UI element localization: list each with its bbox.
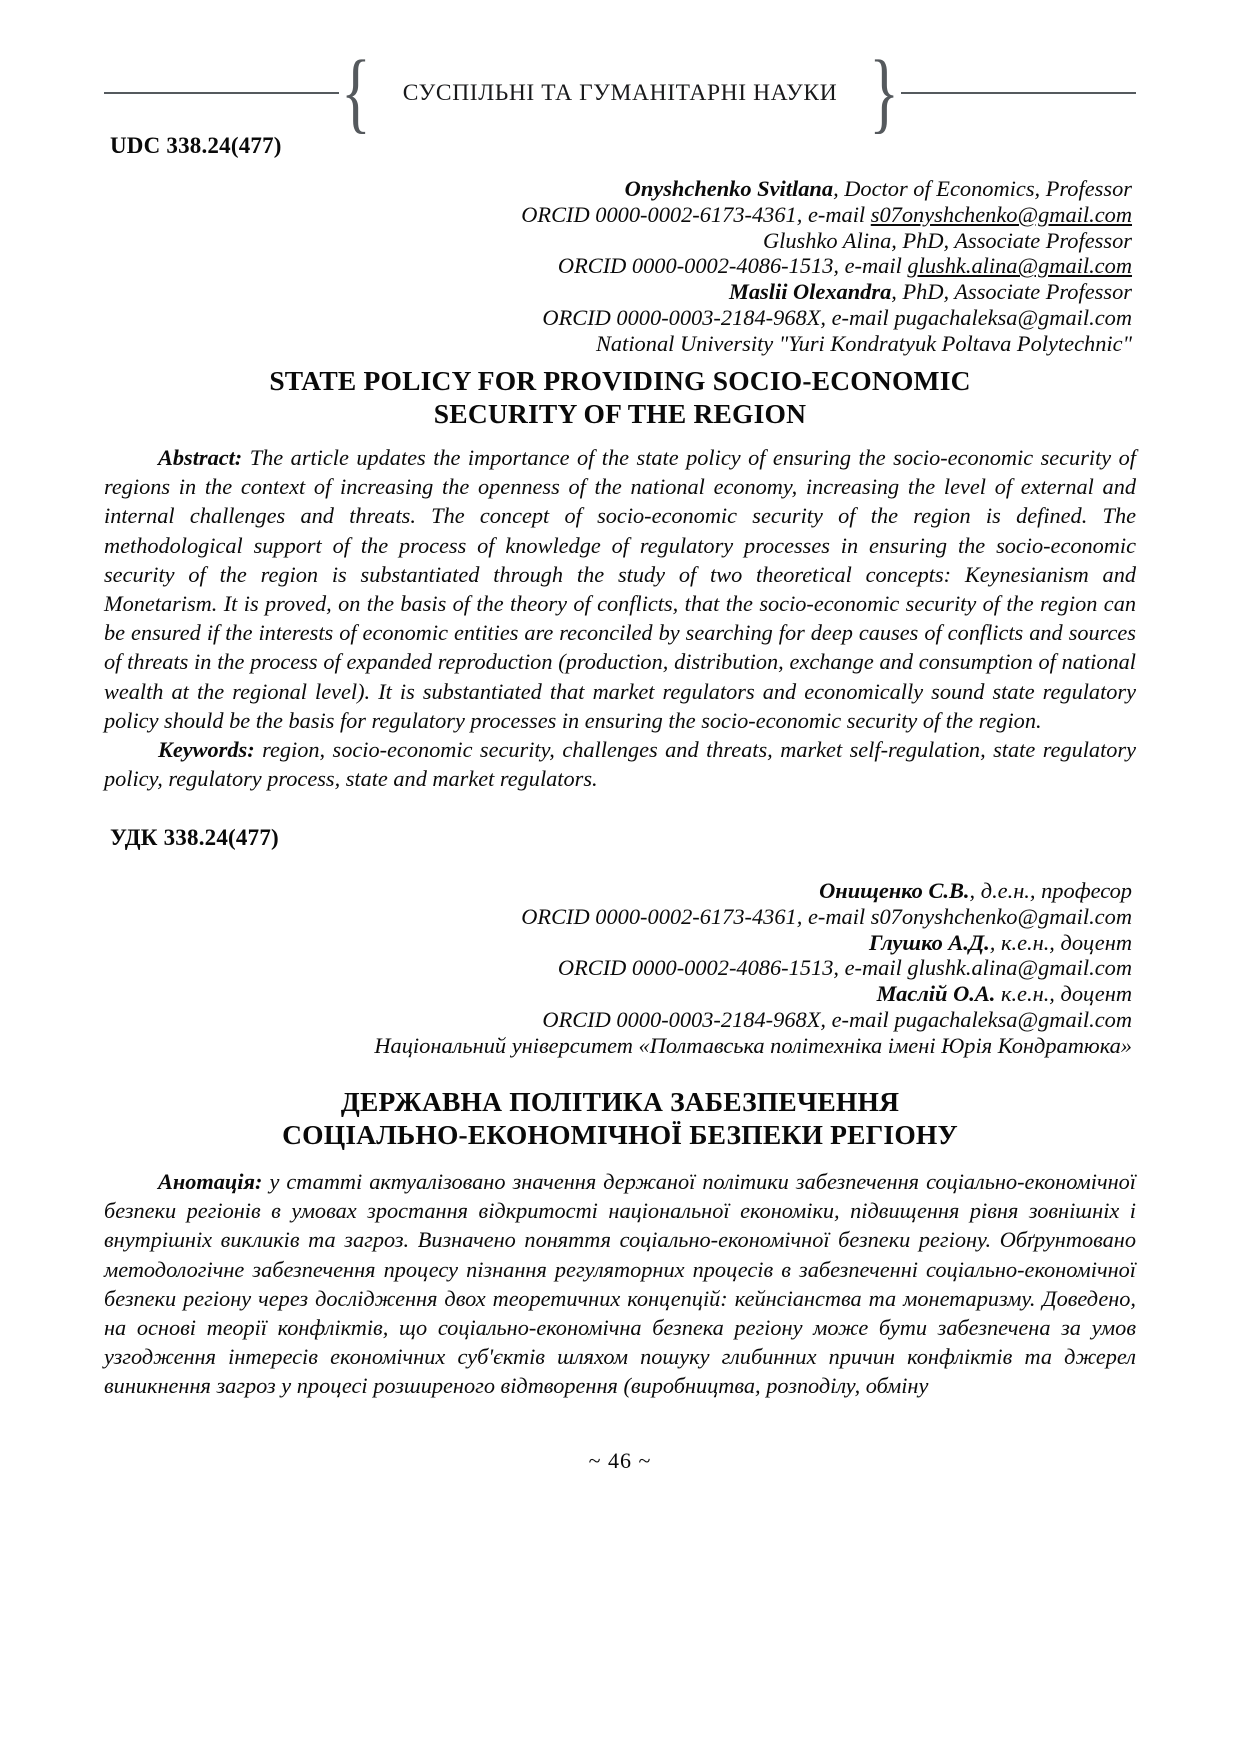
abstract-label: Анотація: [158,1169,263,1194]
author-name: Maslii Olexandra [728,279,892,305]
author-line: Maslii Olexandra, PhD, Associate Professor [728,279,1132,305]
article-title-ukrainian [108,1085,1132,1151]
author-orcid-line: ORCID 0000-0002-4086-1513, e-mail glushk.alina@gmail.com [557,955,1132,981]
author-line: Глушко А.Д., к.е.н., доцент [868,929,1132,955]
running-head-rule-right [901,92,1136,94]
affiliation: Національний університет «Полтавська політехніка імені Юрія Кондратюка» [374,1032,1132,1058]
abstract-ukrainian [104,1167,1136,1401]
page-number: ~ 46 ~ [588,1448,652,1473]
author-name: Onyshchenko Svitlana [624,176,834,201]
affiliation: National University "Yuri Kondratyuk Poltava Polytechnic" [595,330,1132,356]
author-line: Onyshchenko Svitlana, Doctor of Economics, Professor [624,176,1132,201]
udc-code-ukrainian: УДК 338.24(477) [110,825,279,850]
running-head-title: СУСПІЛЬНІ ТА ГУМАНІТАРНІ НАУКИ [402,79,838,106]
abstract-paragraph [104,443,1136,735]
author-line: Маслій О.А. к.е.н., доцент [876,981,1132,1007]
author-name: Маслій О.А. [876,981,996,1007]
author-orcid-line: ORCID 0000-0003-2184-968X, e-mail pugachaleksa@gmail.com [542,1006,1132,1032]
abstract-english [104,443,1136,793]
author-name: Глушко А.Д. [868,929,990,955]
author-name: Онищенко С.В. [819,878,970,903]
author-block-ukrainian [108,878,1132,1059]
abstract-text: у статті актуалізовано значення держаної політики забезпечення соціально-економічної безпеки регіонів в умовах зростання відкритості національної економіки, підвищення рівня зовнішніх і внутрішніх викликів та загроз. Визначено поняття соціально-економічної безпеки регіону. Обґрунтовано методологічне забезпечення процесу пізнання регуляторних процесів в забезпеченні соціально-економічної безпеки регіону через дослідження двох теоретичних концепцій: кейнсіанства та монетаризму. Доведено, на основі теорії конфліктів, що соціально-економічна безпека регіону може бути забезпечена за умов узгодження інтересів економічних суб'єктів шляхом пошуку глибинних причин конфліктів та джерел виникнення загроз у процесі розширеного відтворення (виробництва, розподілу, обміну [104,1169,1137,1399]
running-head [104,43,1136,143]
author-orcid-line: ORCID 0000-0002-4086-1513, e-mail glushk.alina@gmail.com [557,253,1132,279]
running-head-rule-left [104,92,339,94]
author-orcid-line: ORCID 0000-0002-6173-4361, e-mail s07onyshchenko@gmail.com [521,201,1132,227]
keywords-text: region, socio-economic security, challenges and threats, market self-regulation, state regulatory policy, regulatory process, state and market regulators. [104,737,1136,792]
brace-right-icon: } [869,43,900,143]
author-email[interactable]: glushk.alina@gmail.com [907,253,1132,279]
keywords-label: Keywords: [158,737,255,763]
udc-code-english: UDC 338.24(477) [110,133,282,158]
article-title-english [108,364,1132,430]
keywords-paragraph [104,735,1136,793]
title-line: СОЦІАЛЬНО-ЕКОНОМІЧНОЇ БЕЗПЕКИ РЕГІОНУ [282,1119,958,1150]
abstract-paragraph [104,1167,1136,1401]
author-email[interactable]: s07onyshchenko@gmail.com [870,201,1132,227]
title-line: SECURITY OF THE REGION [433,398,807,429]
abstract-label: Abstract: [158,445,243,470]
author-line: Онищенко С.В., д.е.н., професор [819,878,1132,903]
author-line: Glushko Alina, PhD, Associate Professor [762,227,1132,253]
title-line: ДЕРЖАВНА ПОЛІТИКА ЗАБЕЗПЕЧЕННЯ [340,1086,900,1117]
author-orcid-line: ORCID 0000-0003-2184-968X, e-mail pugachaleksa@gmail.com [542,304,1132,330]
author-block-english [108,176,1132,357]
author-orcid-line: ORCID 0000-0002-6173-4361, e-mail s07onyshchenko@gmail.com [521,903,1132,929]
title-line: STATE POLICY FOR PROVIDING SOCIO-ECONOMIC [269,365,971,396]
brace-left-icon: { [340,43,371,143]
abstract-text: The article updates the importance of the state policy of ensuring the socio-economic security of regions in the context of increasing the openness of the national economy, increasing the level of external and internal challenges and threats. The concept of socio-economic security of the region is defined. The methodological support of the process of knowledge of regulatory processes in ensuring the socio-economic security of the region is substantiated through the study of two theoretical concepts: Keynesianism and Monetarism. It is proved, on the basis of the theory of conflicts, that the socio-economic security of the region can be ensured if the interests of economic entities are reconciled by searching for deep causes of conflicts and sources of threats in the process of expanded reproduction (production, distribution, exchange and consumption of national wealth at the regional level). It is substantiated that market regulators and economically sound state regulatory policy should be the basis for regulatory processes in ensuring the socio-economic security of the region. [104,445,1136,733]
